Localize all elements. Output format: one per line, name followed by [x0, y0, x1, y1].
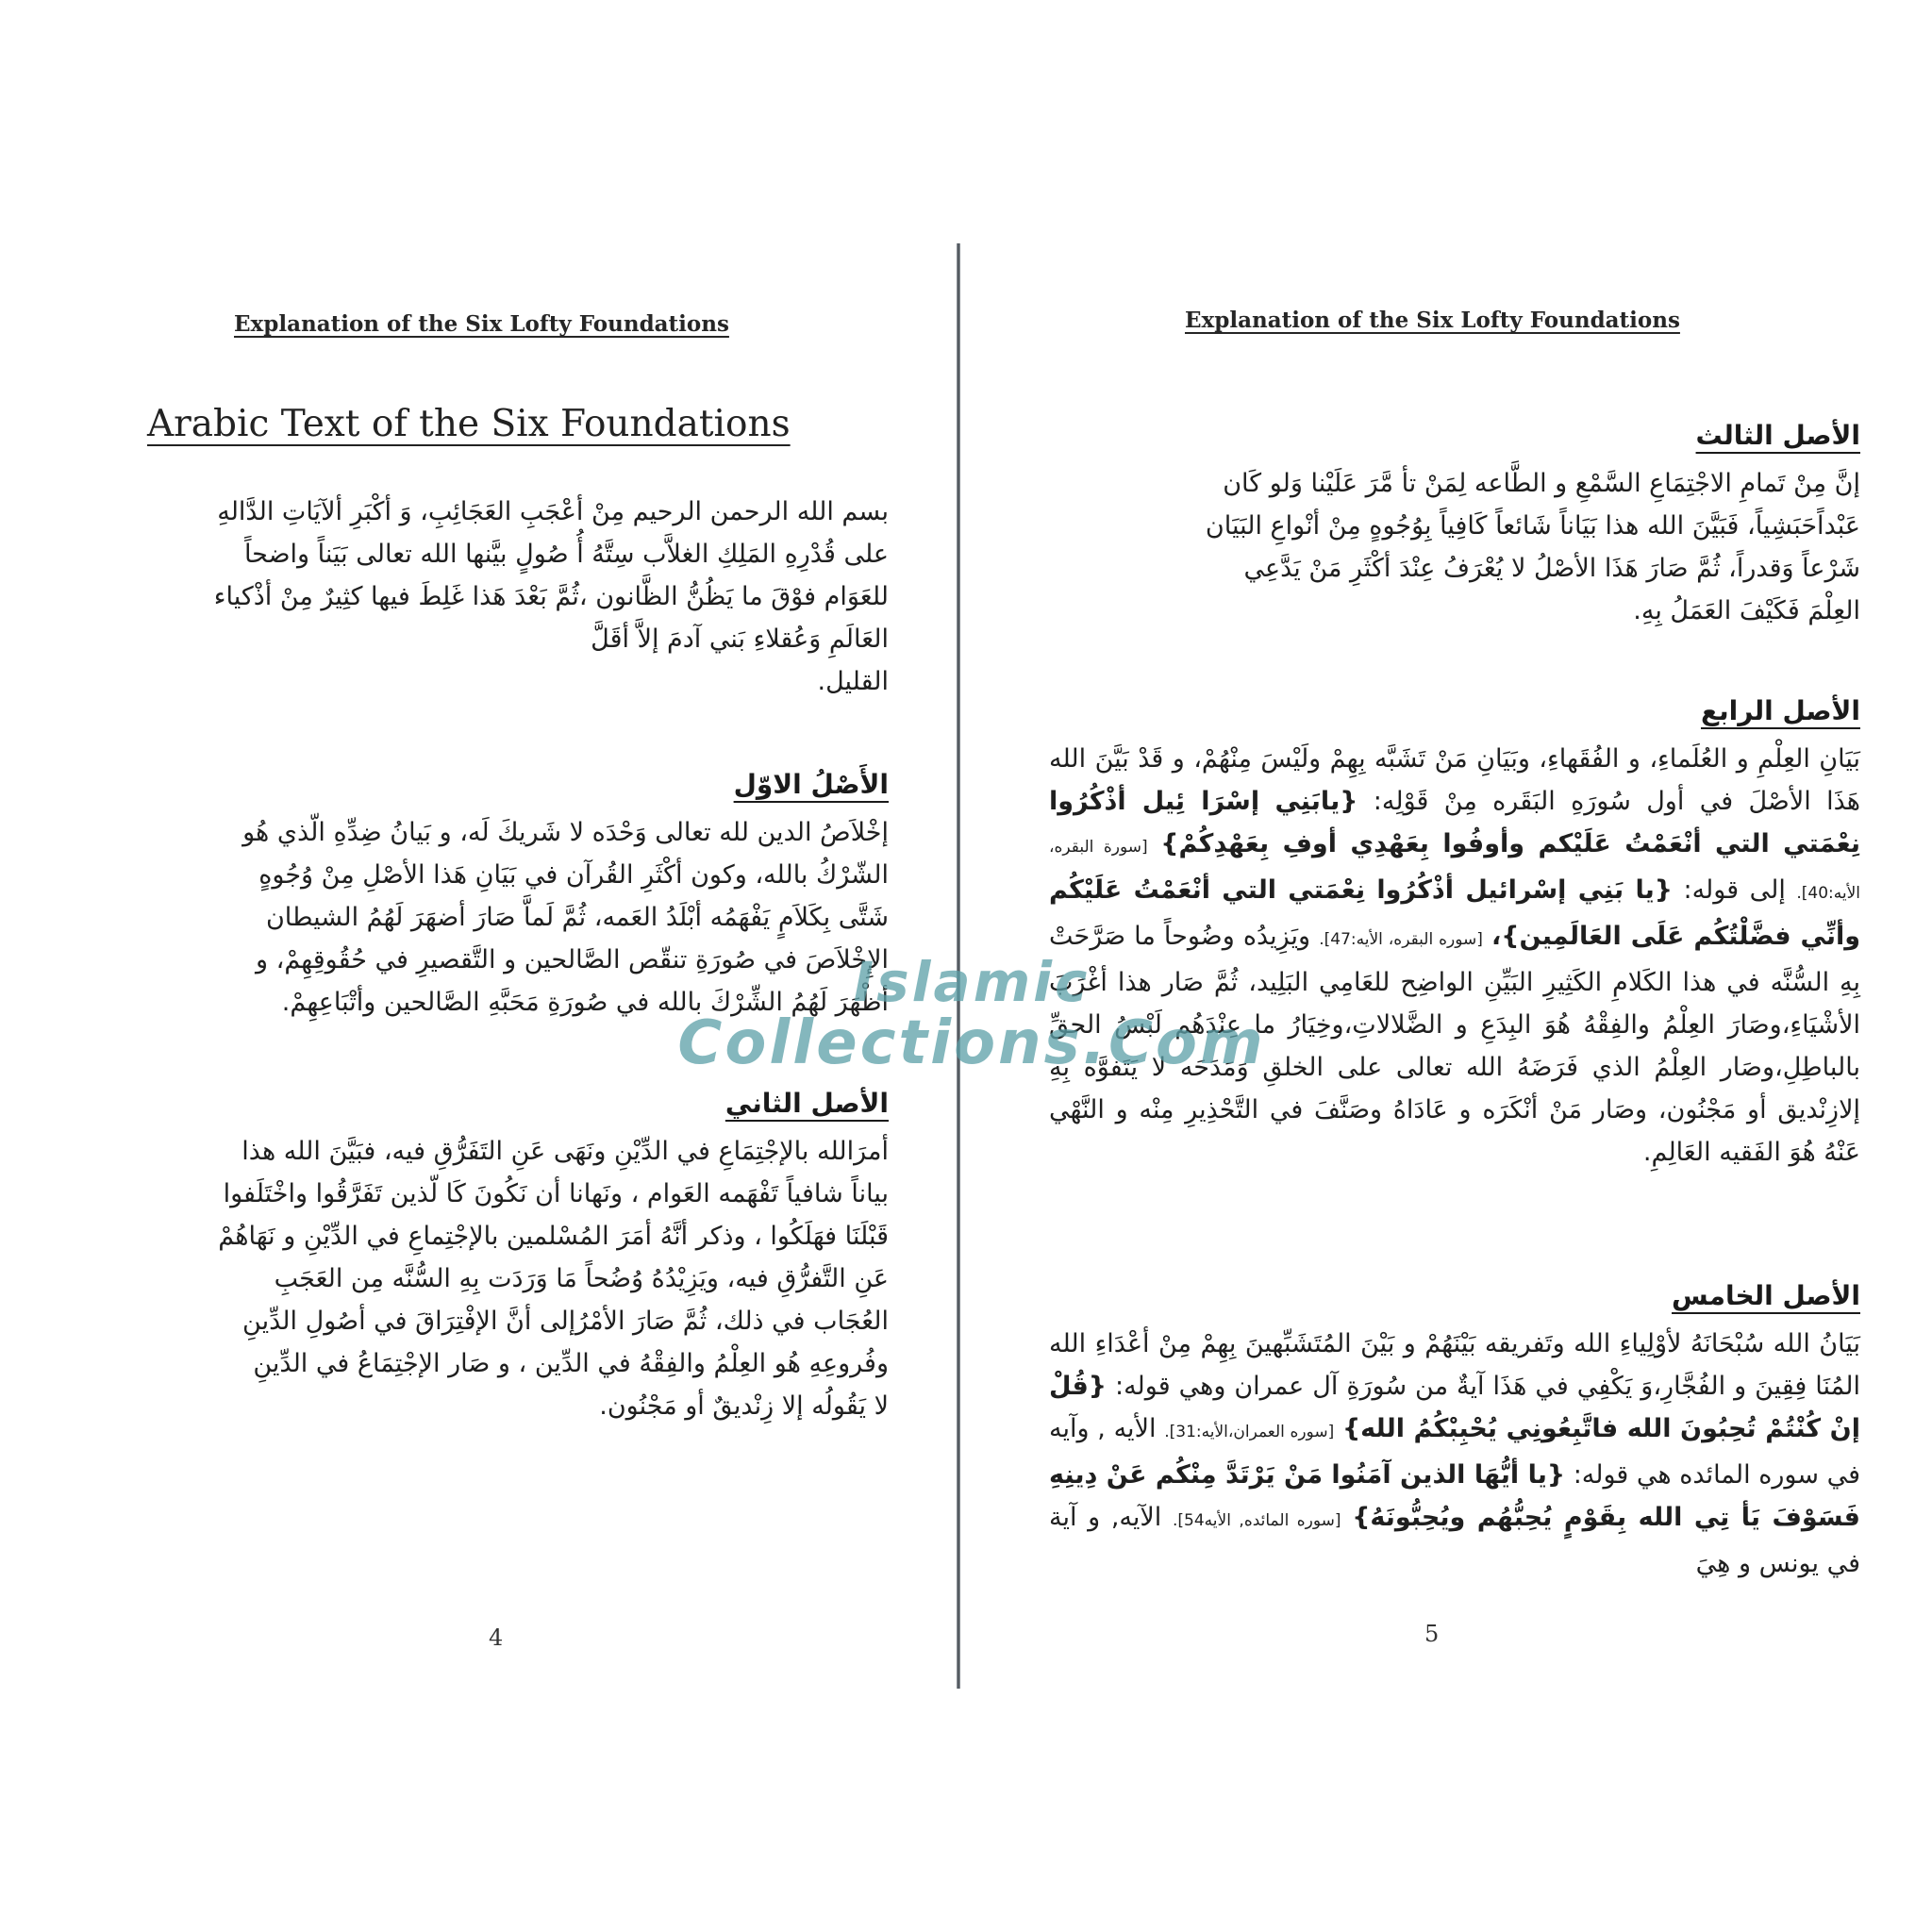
text-line: وفُروعِهِ هُو العِلْمُ والفِقْهُ في الدِّين ، و صَار الإجْتِمَاعُ في الدِّينِ	[253, 1349, 889, 1378]
text-line: العَالَمِ وَعُقلاءِ بَني آدمَ إلاَّ أقَلَّ	[591, 625, 889, 654]
text-span: ويَزِيدُه وضُوحاً ما صَرَّحَتْ بِهِ السُّنَّه في هذا الكَلامِ الكَثِيرِ البَيِّنِ الواضِح للعَامِي البَلِيد، ثُمَّ صَار هذا أغْرَبَ الأشْيَاءِ،وصَارَ العِلْمُ والفِقْهُ هُوَ البِدَعِ و الضَّلالاتِ،وخِيَارُ ما عِنْدَهُم لَبْسُ الحقِّ بالباطِلِ،وصَار العِلْمُ الذي فَرَضَهُ الله تعالى على الخلقِ وَمَدَحَه لا يَتَفوَّه بِهِ إلازِنْديق أو مَجْنُون، وصَار مَنْ أنْكَرَه و عَادَاهُ وصَنَّفَ في التَّحْذِيرِ مِنْه و النَّهْي عَنْهُ هُوَ الفَقيه العَالِمِ.	[1049, 922, 1860, 1167]
text-span: إلى قوله:	[1683, 875, 1786, 905]
text-line: بسم الله الرحمن الرحيم مِنْ أعْجَبِ العَجَائِبِ، وَ أكْبَرِ ألآيَاتِ الدَّالهِ	[217, 497, 889, 526]
quran-verse: {قُلْ إنْ كُنْتُمْ تُحِبُونَ الله فاتَّبِعُونِي يُحْبِبْكُمُ الله}	[1049, 1372, 1860, 1443]
text-line: لا يَقُولُه إلا زِنْديقٌ أو مَجْنُون.	[599, 1391, 889, 1421]
quran-verse: {يا بَنِي إسْرائيل أذْكُرُوا نِعْمَتي التي أنْعَمْتُ عَلَيْكُم وأنِّي فضَّلْتُكُم عَلَى العَالَمِين}،	[1049, 875, 1860, 951]
text-line: للعَوَام فوْقَ ما يَظُنُّ الظَّانون ،ثُمَّ بَعْدَ هَذا غَلِطَ فيها كثِيرٌ مِنْ أذْكياء	[213, 582, 889, 611]
text-line: أمرَالله بالإجْتِمَاعِ في الدِّيْنِ ونَهَى عَنِ التَفَرُّقِ فيه، فبَيَّنَ الله هذا	[242, 1137, 889, 1166]
verse-reference: [سوره البقره، الأيه:47].	[1319, 930, 1483, 949]
book-gutter	[957, 243, 960, 1689]
section-third-foundation	[1049, 415, 1860, 632]
text-line: مِنْ أعْدَاءِ الله المُنَا فِقِينَ و الفُجَّارِ،وَ يَكْفِي في هَذَا آيةٌ من سُورَةِ آل	[1049, 1329, 1861, 1401]
text-line: إنَّ مِنْ تَمامِ الاجْتِمَاعِ السَّمْعِ و الطَّاعه لِمَنْ تأ مَّرَ عَلَيْنا وَلو كَان	[1223, 469, 1860, 498]
text-line: عَبْداًحَبَشِياً، فَبَيَّنَ الله هذا بَيَاناً شَائعاً كَافِياً بِوُجُوهٍ مِنْ أنْواعِ البَيَان	[1205, 511, 1860, 541]
section-fourth-foundation	[1049, 691, 1860, 1174]
watermark-line: Collections.Com	[677, 1008, 1266, 1078]
intro-paragraph	[96, 491, 889, 703]
text-line: عمران وهي قوله:	[1114, 1372, 1305, 1401]
page-title: Arabic Text of the Six Foundations	[147, 403, 791, 445]
running-head: Explanation of the Six Lofty Foundations	[234, 311, 729, 337]
section-second-foundation	[96, 1083, 889, 1427]
text-line: على قُدْرِهِ المَلِكِ الغلاَّب سِتَّهُ أُ صُولٍ بيَّنها الله تعالى بَيَناً واضحاً	[243, 540, 889, 569]
text-line: القليل.	[817, 667, 889, 696]
text-line: الشّرْكُ بالله، وكون أكْثَرِ القُرآن في بَيَانِ هَذا الأصْلِ مِنْ وُجُوهٍ	[258, 860, 889, 890]
page-number: 4	[489, 1624, 504, 1651]
text-line: قَبْلَنَا فهَلَكُوا ، وذكر أنَّهُ أمَرَ المُسْلمين بالإجْتِماعِ في الدِّيْنِ و نَهَاهُمْ	[218, 1222, 889, 1251]
text-line: بَيَانُ الله سُبْحَانَهُ لأوْلِياءِ الله وتَفريقه بَيْنَهُمْ و بَيْنَ المُتَشَبِّهينَ بِهِمْ	[1200, 1329, 1860, 1358]
running-head: Explanation of the Six Lofty Foundations	[1185, 308, 1680, 333]
section-heading: الأصل الخامس	[1672, 1280, 1860, 1311]
paragraph	[1049, 1323, 1860, 1585]
text-span: الآيه, و آية في يونس و هِيَ	[1049, 1503, 1860, 1578]
paragraph	[1049, 738, 1860, 1174]
text-line: شَتَّى بِكَلاَمٍ يَفْهَمُه أبْلَدُ العَمه، ثُمَّ لَماَّ صَارَ أضهَرَ لَهُمُ الشيطان	[265, 903, 889, 932]
section-first-foundation	[96, 764, 889, 1024]
text-span: الأيه , وآيه في سوره المائده هي قوله:	[1049, 1414, 1860, 1490]
verse-reference: [سوره المائده, الأيه54].	[1172, 1511, 1341, 1530]
quran-verse: {يا أيُّهَا الذين آمَنُوا مَنْ يَرْتَدَّ مِنْكُم عَنْ دِينِهِ فَسَوْفَ يَأ تِي الله بِقَوْمٍ يُحِبُّهُم ويُحِبُّونَهُ}	[1049, 1460, 1860, 1532]
quran-verse: إسْرَا ئِيل أذْكُرُوا نِعْمَتي التي أنْعَمْتُ عَلَيْكم وأوفُوا بِعَهْدِي أوفِ بِعَهْدِكُمْ}	[1049, 787, 1860, 858]
section-heading: الأصل الثاني	[724, 1088, 889, 1119]
text-line: عَنِ التَّفرُّقِ فيه، ويَزِيْدُهُ وُضُحاً مَا وَرَدَت بِهِ السُّنَّه مِن العَجَبِ	[274, 1264, 889, 1293]
section-heading: الأصل الرابع	[1700, 695, 1860, 726]
text-line: الإِخْلاَصَ في صُورَةِ تنقّص الصَّالحين و التَّقصيرِ في حُقُوقِهِمْ، و	[256, 945, 889, 974]
text-line: شَرْعاً وَقدراً، ثُمَّ صَارَ هَذَا الأصْلُ لا يُعْرَفُ عِنْدَ أكْثَرِ مَنْ يَدَّعِي	[1243, 554, 1860, 583]
verse-reference: [سورة البقره، الأيه:40].	[1049, 838, 1861, 903]
section-heading: الأَصْلُ الاوّل	[733, 769, 889, 800]
text-line: العِلْمَ فَكَيْفَ العَمَلُ بِهِ.	[1633, 596, 1860, 625]
section-heading: الأصل الثالث	[1695, 420, 1860, 451]
text-line: إخْلاَصُ الدين لله تعالى وَحْدَه لا شَريكَ لَه، و بَيانُ ضِدِّهِ الّذي هُو	[242, 818, 889, 847]
text-line: بياناً شافياً تَفْهَمه العَوام ، ونَهانا أن نَكُونَ كَا لّذين تَفَرَّقُوا واخْتَلَفوا	[223, 1179, 889, 1208]
text-line: و قَدْ بَيَّنَ الله هَذَا الأصْلَ في أول سُورَهِ البَقَره مِنْ قَوْلِه:	[1049, 744, 1860, 816]
watermark-line: Islamic	[853, 950, 1091, 1014]
page-number: 5	[1424, 1621, 1440, 1647]
text-line: بَيَانِ العِلْمِ و العُلَماءِ، و الفُقَهاءِ، وبَيَانِ مَنْ تَشَبَّه بِهِمْ ولَيْسَ مِنْهُمْ،	[1193, 744, 1860, 774]
verse-reference: [سوره العمران،الأيه:31].	[1164, 1423, 1335, 1441]
left-page	[0, 0, 962, 1932]
section-fifth-foundation	[1049, 1275, 1860, 1585]
quran-verse: {يابَنِي	[1274, 787, 1358, 816]
text-line: أظْهَرَ لَهُمُ الشِّرْكَ بالله في صُورَةِ مَحَبَّهِ الصَّالحين وأتْبَاعِهِمْ.	[281, 988, 889, 1017]
right-page	[972, 0, 1932, 1932]
text-line: العُجَاب في ذلك، ثُمَّ صَارَ الأمْرُإلى أنَّ الإفْتِرَاقَ في أصُولِ الدِّينِ	[242, 1307, 889, 1336]
